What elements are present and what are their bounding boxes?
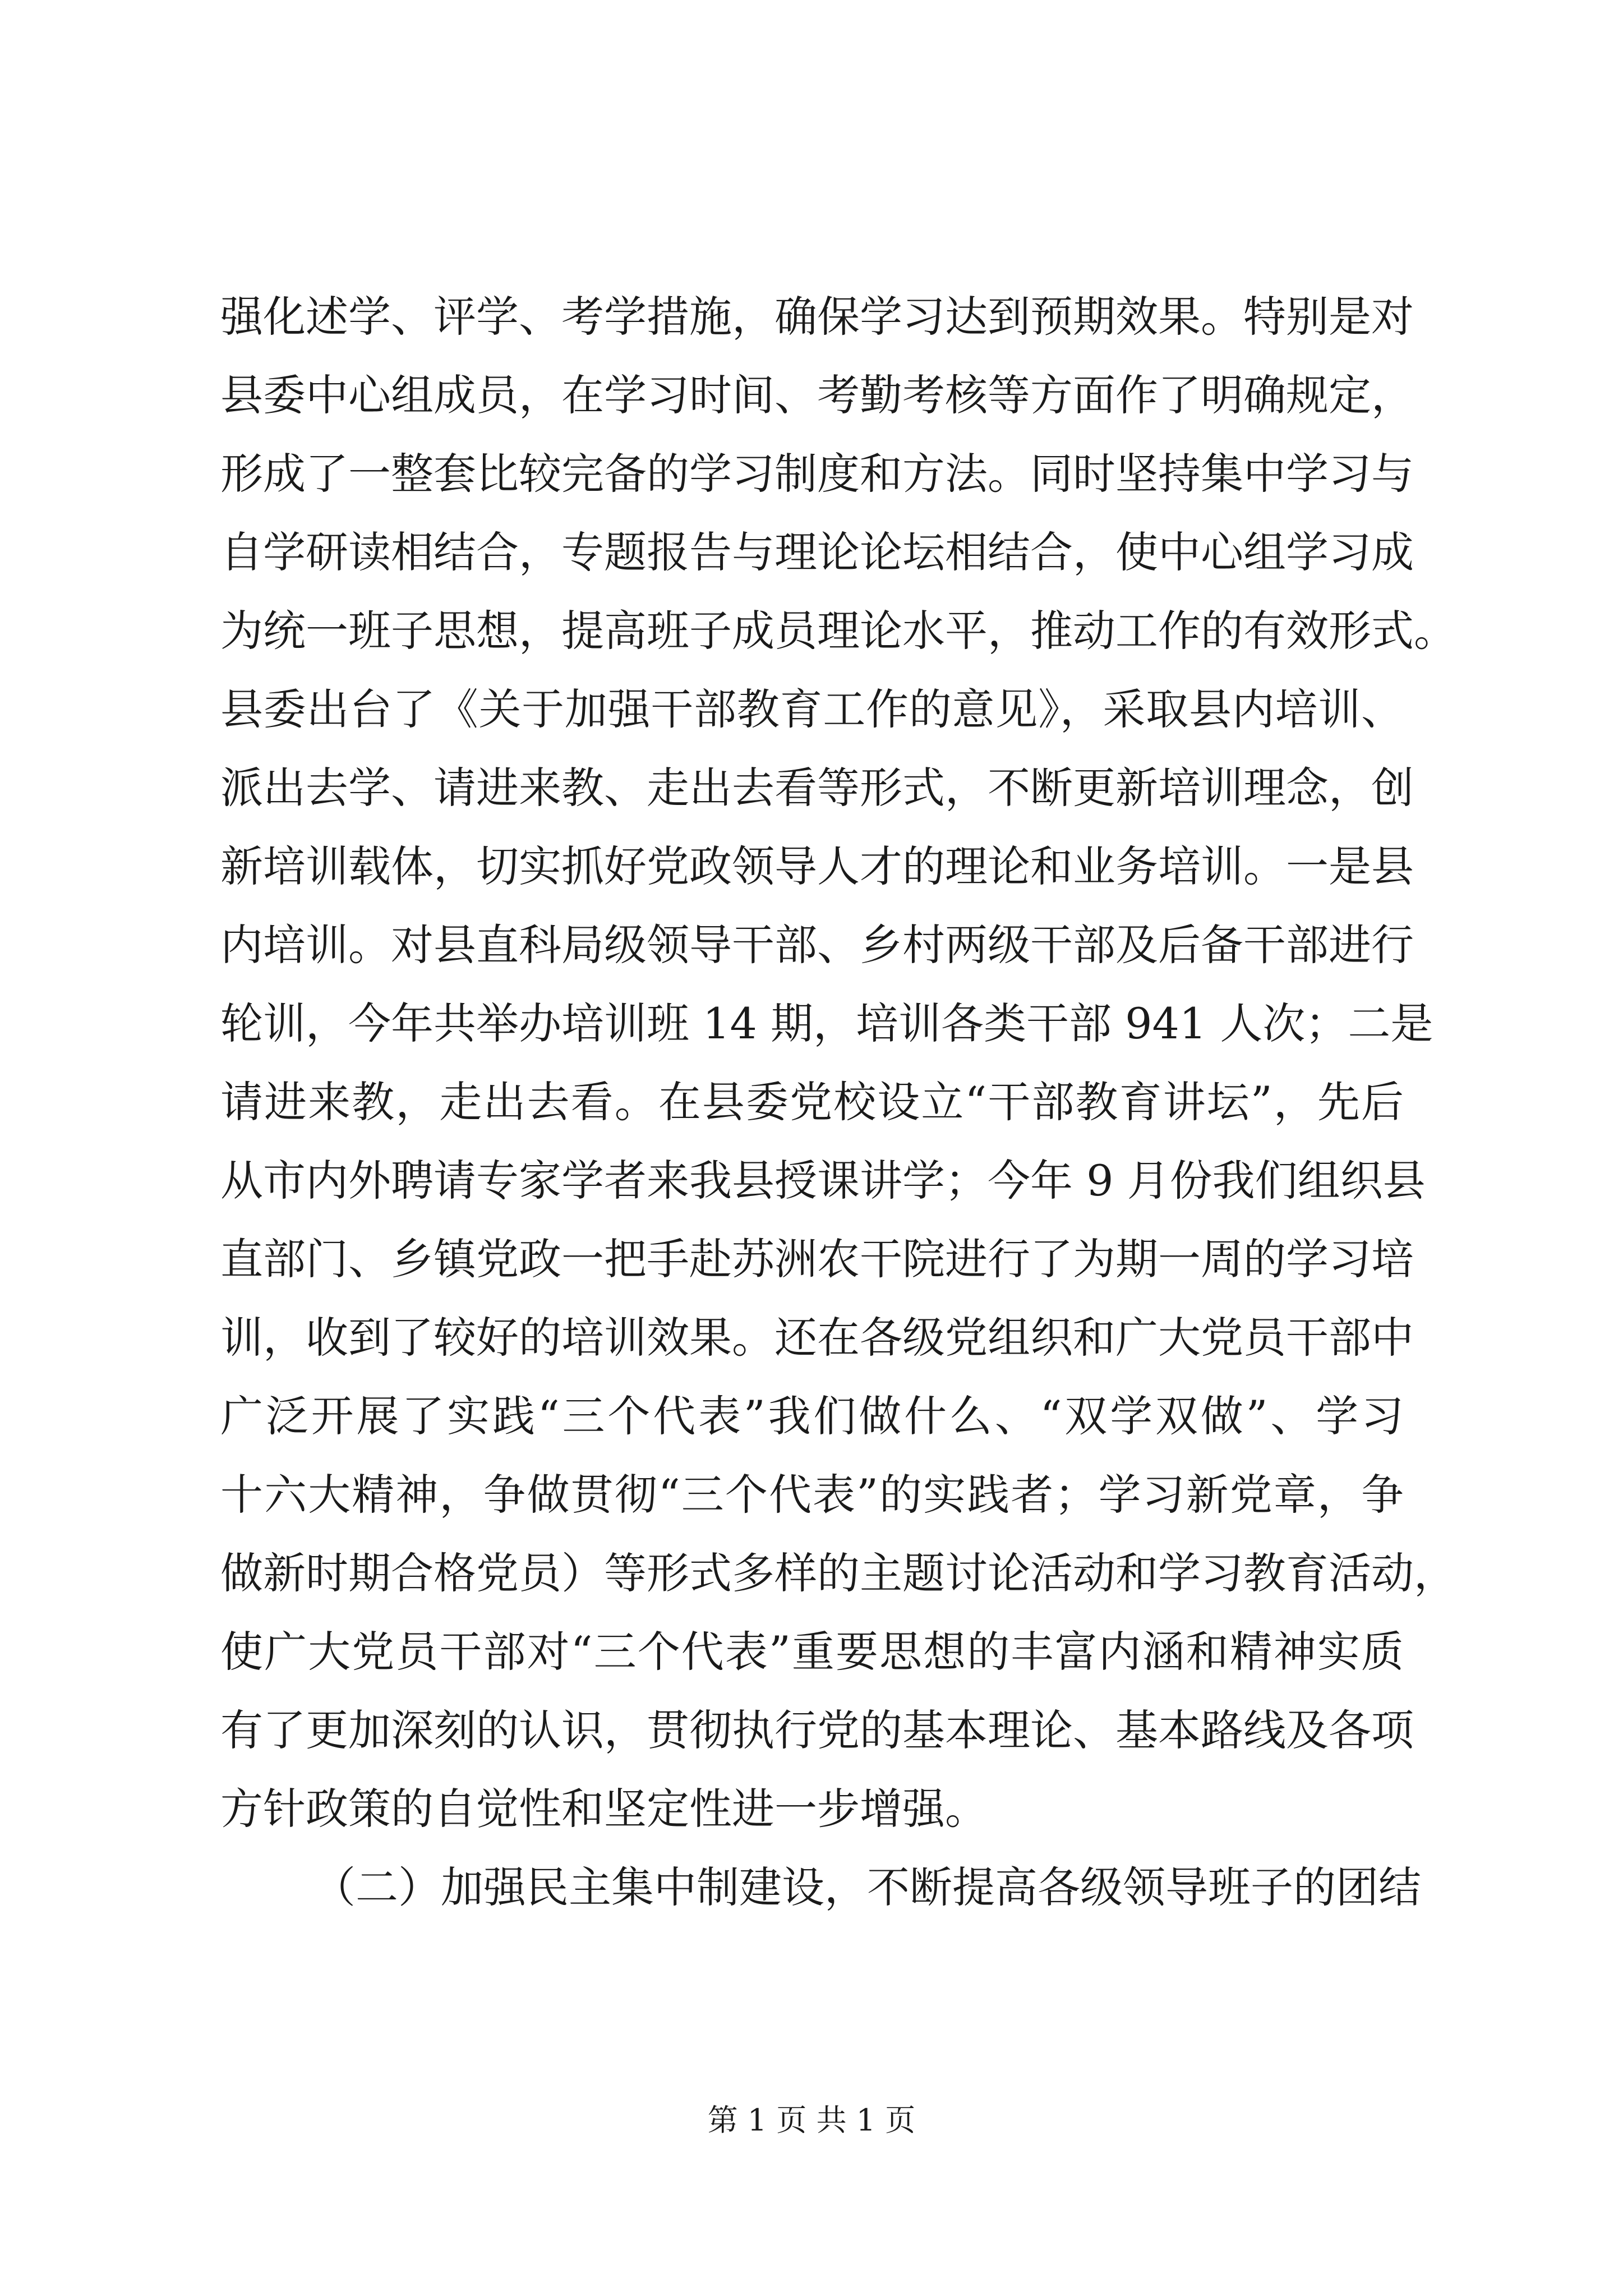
section-heading: （二）加强民主集中制建设，不断提高各级领导班子的团结	[313, 1862, 1421, 1912]
text-line: 自学研读相结合，专题报告与理论论坛相结合，使中心组学习成	[220, 527, 1414, 577]
text-line: 形成了一整套比较完备的学习制度和方法。同时坚持集中学习与	[220, 449, 1414, 499]
text-line: 使广大党员干部对“三个代表”重要思想的丰富内涵和精神实质	[220, 1627, 1404, 1677]
text-line: 内培训。对县直科局级领导干部、乡村两级干部及后备干部进行	[220, 920, 1414, 970]
page-number: 第 1 页 共 1 页	[707, 2102, 916, 2138]
text-line: 有了更加深刻的认识，贯彻执行党的基本理论、基本路线及各项	[220, 1705, 1414, 1755]
text-line: 广泛开展了实践“三个代表”我们做什么、“双学双做”、学习	[220, 1391, 1404, 1441]
text-line: 新培训载体，切实抓好党政领导人才的理论和业务培训。一是县	[220, 841, 1414, 891]
text-line: 从市内外聘请专家学者来我县授课讲学；今年 9 月份我们组织县	[220, 1156, 1426, 1205]
text-line: 县委中心组成员，在学习时间、考勤考核等方面作了明确规定，	[220, 370, 1414, 420]
text-line: 轮训，今年共举办培训班 14 期，培训各类干部 941 人次；二是	[220, 999, 1433, 1048]
text-line: 县委出台了《关于加强干部教育工作的意见》，采取县内培训、	[220, 684, 1404, 734]
page-footer	[0, 2101, 1623, 2140]
text-line: 派出去学、请进来教、走出去看等形式，不断更新培训理念，创	[220, 763, 1414, 813]
text-line: 训，收到了较好的培训效果。还在各级党组织和广大党员干部中	[220, 1313, 1414, 1363]
text-line: 方针政策的自觉性和坚定性进一步增强。	[220, 1784, 988, 1834]
text-line: 十六大精神，争做贯彻“三个代表”的实践者；学习新党章，争	[220, 1470, 1404, 1520]
body-text	[220, 278, 1456, 1927]
text-line: 为统一班子思想，提高班子成员理论水平，推动工作的有效形式。	[220, 606, 1456, 656]
text-line: 做新时期合格党员）等形式多样的主题讨论活动和学习教育活动，	[220, 1548, 1456, 1598]
text-line: 强化述学、评学、考学措施，确保学习达到预期效果。特别是对	[220, 292, 1414, 342]
text-line: 直部门、乡镇党政一把手赴苏洲农干院进行了为期一周的学习培	[220, 1234, 1414, 1284]
text-line: 请进来教，走出去看。在县委党校设立“干部教育讲坛”，先后	[220, 1077, 1404, 1127]
